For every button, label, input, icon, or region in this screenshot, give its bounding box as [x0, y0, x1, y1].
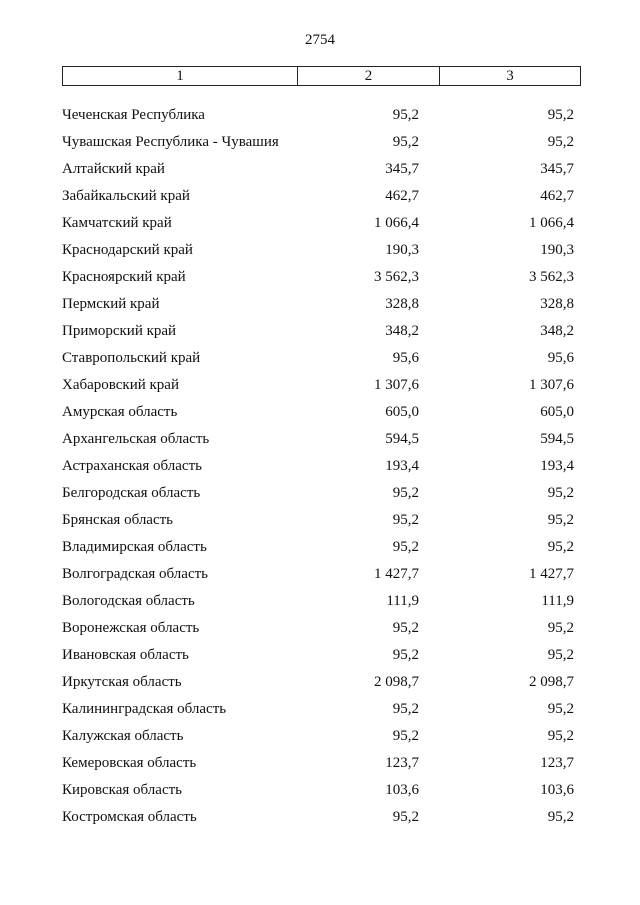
region-name: Волгоградская область	[62, 566, 208, 582]
value-column-3: 95,2	[547, 107, 574, 123]
value-column-3: 605,0	[540, 404, 574, 420]
value-column-3: 95,2	[547, 728, 574, 744]
table-row	[0, 129, 640, 156]
value-column-2: 123,7	[385, 755, 419, 771]
table-row	[0, 642, 640, 669]
region-name: Красноярский край	[62, 269, 186, 285]
value-column-3: 95,2	[547, 539, 574, 555]
region-name: Иркутская область	[62, 674, 182, 690]
value-column-2: 1 427,7	[374, 566, 419, 582]
value-column-3: 111,9	[541, 593, 574, 609]
value-column-3: 95,2	[547, 701, 574, 717]
region-name: Кемеровская область	[62, 755, 197, 771]
region-name: Алтайский край	[62, 161, 165, 177]
table-row	[0, 561, 640, 588]
table-row	[0, 507, 640, 534]
table-row	[0, 750, 640, 777]
value-column-3: 95,2	[547, 485, 574, 501]
table-row	[0, 588, 640, 615]
value-column-2: 2 098,7	[374, 674, 419, 690]
region-name: Архангельская область	[62, 431, 210, 447]
value-column-2: 95,2	[392, 512, 419, 528]
table-row	[0, 345, 640, 372]
table-body	[0, 102, 640, 831]
region-name: Вологодская область	[62, 593, 195, 609]
value-column-3: 348,2	[540, 323, 574, 339]
table-row	[0, 102, 640, 129]
value-column-3: 103,6	[540, 782, 574, 798]
value-column-2: 190,3	[385, 242, 419, 258]
value-column-2: 95,2	[392, 647, 419, 663]
table-row	[0, 264, 640, 291]
region-name: Амурская область	[62, 404, 178, 420]
value-column-3: 95,6	[547, 350, 574, 366]
value-column-2: 1 307,6	[374, 377, 419, 393]
value-column-2: 3 562,3	[374, 269, 419, 285]
value-column-3: 95,2	[547, 620, 574, 636]
region-name: Пермский край	[62, 296, 160, 312]
region-name: Кировская область	[62, 782, 183, 798]
value-column-2: 594,5	[385, 431, 419, 447]
value-column-2: 95,6	[392, 350, 419, 366]
value-column-2: 95,2	[392, 701, 419, 717]
value-column-3: 1 427,7	[529, 566, 574, 582]
region-name: Камчатский край	[62, 215, 172, 231]
table-row	[0, 291, 640, 318]
value-column-3: 594,5	[540, 431, 574, 447]
table-row	[0, 372, 640, 399]
column-header-1: 1	[63, 67, 298, 86]
region-name: Воронежская область	[62, 620, 200, 636]
table-row	[0, 210, 640, 237]
table-row	[0, 183, 640, 210]
value-column-3: 2 098,7	[529, 674, 574, 690]
table-row	[0, 480, 640, 507]
value-column-2: 95,2	[392, 809, 419, 825]
region-name: Приморский край	[62, 323, 177, 339]
value-column-2: 95,2	[392, 620, 419, 636]
table-row	[0, 426, 640, 453]
column-header-row	[63, 67, 581, 86]
value-column-2: 95,2	[392, 728, 419, 744]
column-header-table	[62, 66, 581, 86]
value-column-3: 123,7	[540, 755, 574, 771]
value-column-2: 95,2	[392, 539, 419, 555]
region-name: Ивановская область	[62, 647, 189, 663]
table-row	[0, 534, 640, 561]
value-column-3: 95,2	[547, 134, 574, 150]
value-column-3: 95,2	[547, 647, 574, 663]
region-name: Хабаровский край	[62, 377, 179, 393]
column-header-3: 3	[440, 67, 581, 86]
value-column-2: 605,0	[385, 404, 419, 420]
table-row	[0, 156, 640, 183]
region-name: Брянская область	[62, 512, 174, 528]
region-name: Краснодарский край	[62, 242, 193, 258]
value-column-3: 345,7	[540, 161, 574, 177]
value-column-2: 348,2	[385, 323, 419, 339]
table-row	[0, 453, 640, 480]
table-row	[0, 237, 640, 264]
region-name: Чеченская Республика	[62, 107, 205, 123]
region-name: Ставропольский край	[62, 350, 201, 366]
table-row	[0, 615, 640, 642]
value-column-2: 328,8	[385, 296, 419, 312]
value-column-3: 190,3	[540, 242, 574, 258]
value-column-2: 95,2	[392, 107, 419, 123]
value-column-2: 95,2	[392, 485, 419, 501]
value-column-3: 95,2	[547, 512, 574, 528]
region-name: Костромская область	[62, 809, 197, 825]
table-row	[0, 669, 640, 696]
table-row	[0, 399, 640, 426]
region-name: Калининградская область	[62, 701, 227, 717]
region-name: Белгородская область	[62, 485, 201, 501]
value-column-3: 462,7	[540, 188, 574, 204]
region-name: Чувашская Республика - Чувашия	[62, 134, 279, 150]
value-column-2: 95,2	[392, 134, 419, 150]
value-column-2: 111,9	[386, 593, 419, 609]
value-column-3: 3 562,3	[529, 269, 574, 285]
value-column-2: 462,7	[385, 188, 419, 204]
value-column-2: 193,4	[385, 458, 419, 474]
region-name: Калужская область	[62, 728, 184, 744]
value-column-3: 1 066,4	[529, 215, 574, 231]
region-name: Владимирская область	[62, 539, 207, 555]
value-column-2: 345,7	[385, 161, 419, 177]
value-column-2: 1 066,4	[374, 215, 419, 231]
value-column-3: 95,2	[547, 809, 574, 825]
value-column-3: 328,8	[540, 296, 574, 312]
value-column-2: 103,6	[385, 782, 419, 798]
value-column-3: 193,4	[540, 458, 574, 474]
value-column-3: 1 307,6	[529, 377, 574, 393]
table-row	[0, 696, 640, 723]
table-row	[0, 804, 640, 831]
table-row	[0, 723, 640, 750]
region-name: Забайкальский край	[62, 188, 190, 204]
region-name: Астраханская область	[62, 458, 202, 474]
page-number: 2754	[305, 32, 335, 48]
table-row	[0, 318, 640, 345]
table-row	[0, 777, 640, 804]
column-header-2: 2	[298, 67, 440, 86]
